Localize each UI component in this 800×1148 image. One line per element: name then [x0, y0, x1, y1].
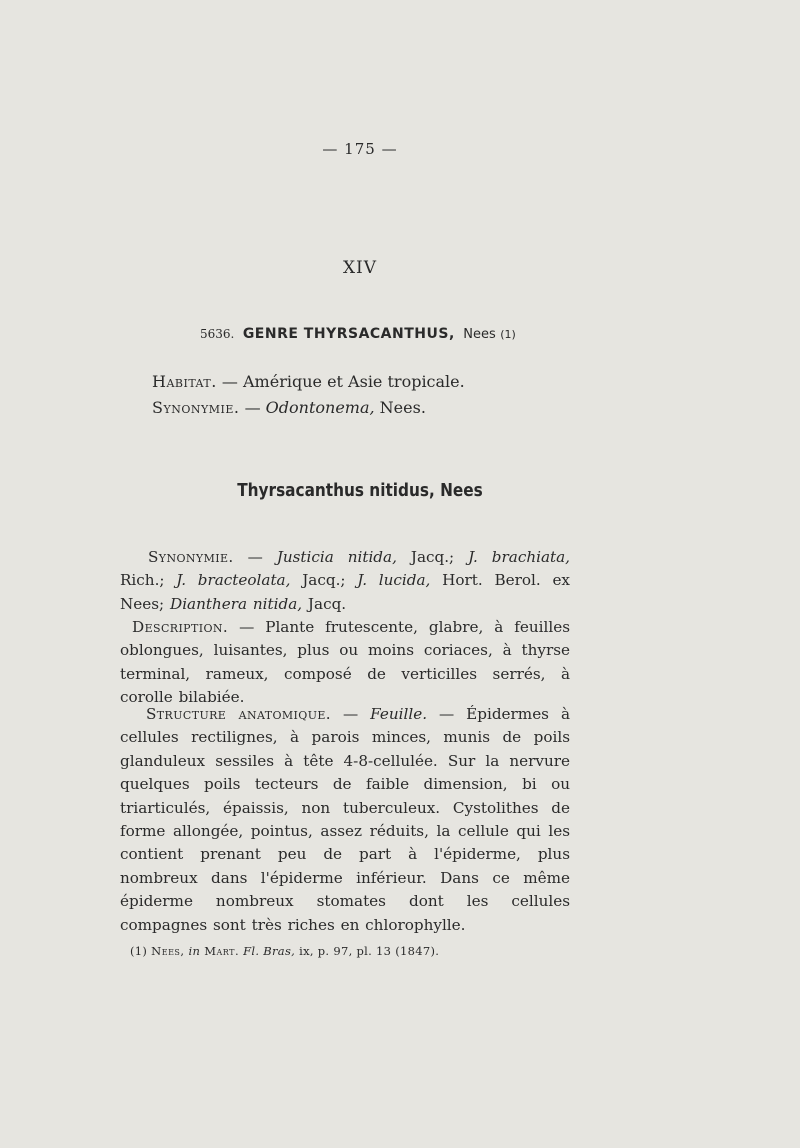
leaf-label: Feuille.	[370, 705, 428, 723]
genus-footnote-ref: (1)	[500, 328, 516, 341]
species-synonymy-paragraph: Synonymie. — Justicia nitida, Jacq.; J. brachiata, Rich.; J. bracteolata, Jacq.; J. lucida, Hort. Berol. ex Nees; Dianthera nitida, Jacq.	[120, 548, 570, 613]
description-text: — Plante frutescente, glabre, à feuilles oblongues, luisantes, plus ou moins coriaces, à thyrse terminal, rameux, composé de verticilles serrés, à corolle bilabiée.	[120, 618, 570, 707]
habitat-line: Habitat. — Amérique et Asie tropicale.	[152, 372, 465, 391]
chapter-number: XIV	[342, 258, 378, 278]
synonymy-label: Synonymie.	[152, 398, 240, 417]
genus-number: 5636.	[200, 327, 235, 341]
genus-authority: Nees	[463, 327, 496, 342]
genus-synonymy-line: Synonymie. — Odontonema, Nees.	[152, 398, 426, 417]
genus-heading	[200, 326, 516, 342]
habitat-label: Habitat.	[152, 372, 217, 391]
description-label: Description.	[132, 618, 229, 636]
page-number: — 175 —	[322, 140, 398, 158]
species-title: Thyrsacanthus nitidus, Nees	[237, 480, 483, 501]
anatomy-paragraph: Structure anatomique. — Feuille. — Épidermes à cellules rectilignes, à parois minces, munis de poils glanduleux sessiles à tête 4-8-cellulée. Sur la nervure quelques poils tecteurs de faible dimension, bi ou triarticulés, épaissis, non tuberculeux. Cystolithes de forme allongée, pointus, assez réduits, la cellule qui les contient prenant peu de part à l'épiderme, plus nombreux dans l'épiderme inférieur. Dans ce même épiderme nombreux stomates dont les cellules compagnes sont très riches en chlorophylle.	[120, 705, 570, 934]
anatomy-text: — Épidermes à cellules rectilignes, à parois minces, munis de poils glanduleux sessiles à tête 4-8-cellulée. Sur la nervure quelques poils tecteurs de faible dimension, bi ou triarticulés, épaissis, non tuberculeux. Cystolithes de forme allongée, pointus, assez réduits, la cellule qui les contient prenant peu de part à l'épiderme, plus nombreux dans l'épiderme inférieur. Dans ce même épiderme nombreux stomates dont les cellules compagnes sont très riches en chlorophylle.	[120, 705, 570, 934]
anatomy-label: Structure anatomique.	[146, 705, 332, 723]
description-paragraph	[120, 616, 570, 710]
habitat-text: Amérique et Asie tropicale.	[243, 372, 465, 391]
footnote: (1) Nees, in Mart. Fl. Bras, ix, p. 97, pl. 13 (1847).	[130, 944, 440, 958]
genus-name: GENRE THYRSACANTHUS,	[242, 326, 455, 342]
synonym-name: Odontonema,	[265, 398, 375, 417]
